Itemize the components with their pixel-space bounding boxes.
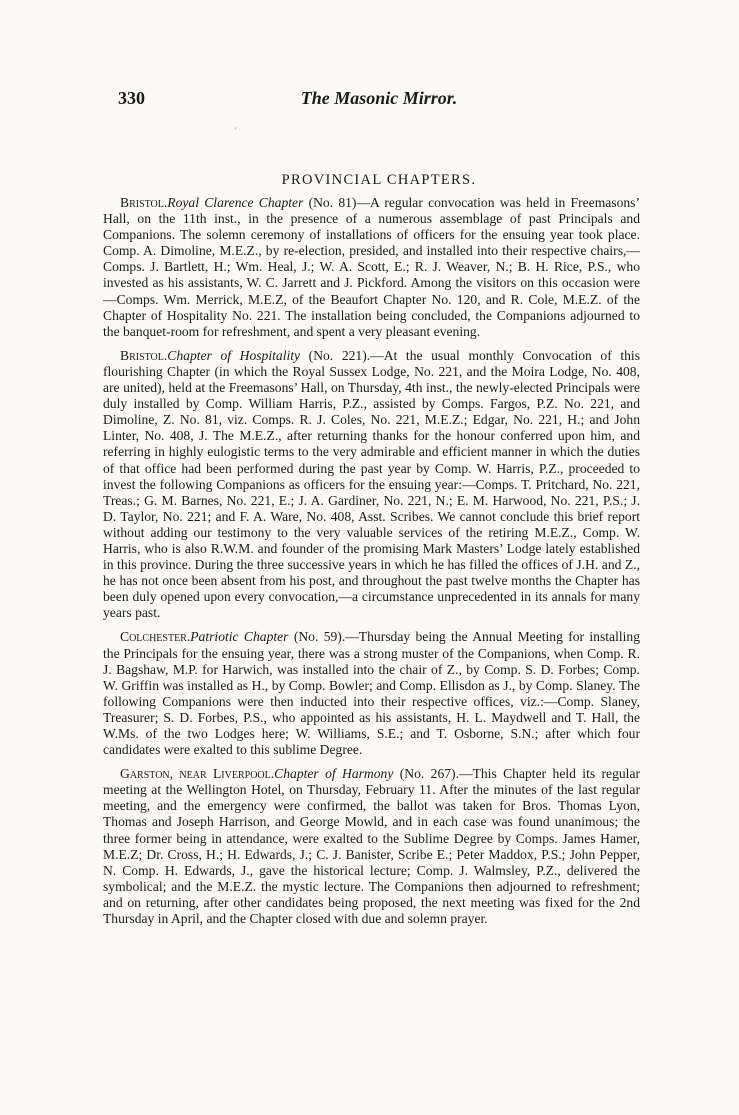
article-chapter-name: Chapter of Harmony — [274, 766, 394, 782]
article-place: Garston, near Liverpool. — [120, 766, 275, 782]
article-body: (No. 59).—Thursday being the Annual Meeting for installing the Principals for the ensuing year, there was a strong muster of the Companions, when Comp. R. J. Bagshaw, M.P. for Harwich, was installed into the chair of Z., by Comp. S. D. Forbes; Comp. W. Griffin was installed as H., by Comp. Bowler; and Comp. Ellisdon as J., by Comp. Slaney. The following Companions were then inducted into their respective offices, viz.:—Comp. Slaney, Treasurer; S. D. Forbes, P.S., who appointed as his assistants, H. L. Maydwell and T. Hall, the W.Ms. of the two Lodges here; W. Williams, S.E.; and T. Osborne, S.N.; after which four candidates were exalted to this sublime Degree. — [103, 629, 640, 758]
article-body: (No. 221).—At the usual monthly Convocation of this flourishing Chapter (in which the Royal Sussex Lodge, No. 221, and the Moira Lodge, No. 408, are united), held at the Freemasons’ Hall, on Thursday, 4th inst., the newly-elected Principals were duly installed by Comp. William Harris, P.Z., assisted by Comps. Fargos, P.Z. No. 221, and Dimoline, Z. No. 81, viz. Comps. R. J. Coles, No. 221, M.E.Z.; Edgar, No. 221, H.; and John Linter, No. 408, J. The M.E.Z., after returning thanks for the honour conferred upon him, and referring in highly eulogistic terms to the very admirable and efficient manner in which the duties of that office had been performed during the past year by Comp. W. Harris, P.Z., proceeded to invest the following Companions as officers for the ensuing year:—Comps. T. Pritchard, No. 221, Treas.; G. M. Barnes, No. 221, E.; J. A. Gardiner, No. 221, N.; E. M. Harwood, No. 221, P.S.; J. D. Taylor, No. 221; and F. A. Ware, No. 408, Asst. Scribes. We cannot conclude this brief report without adding our testimony to the very valuable services of the retiring M.E.Z., Comp. W. Harris, who is also R.W.M. and founder of the promising Mark Masters’ Lodge lately established in this province. During the three successive years in which he has filled the offices of J.H. and Z., he has not once been absent from his post, and throughout the past twelve months the Chapter has been duly opened upon every convocation,—a circumstance unprecedented in its annals for many years past. — [103, 347, 641, 621]
page-number: 330 — [118, 88, 145, 108]
article-place: Bristol. — [120, 195, 168, 210]
article-chapter-name: Royal Clarence Chapter — [167, 195, 304, 210]
article-body: (No. 267).—This Chapter held its regular meeting at the Wellington Hotel, on Thursday, February 11. After the minutes of the last regular meeting, and the emergency were confirmed, the ballot was taken for Bros. Thomas Lyon, Thomas and Joseph Harrison, and George Mowld, and in each case was found unanimous; the three former being in attendance, were exalted to the Sublime Degree by Comps. James Hamer, M.E.Z; Dr. Cross, H.; H. Edwards, J.; C. J. Banister, Scribe E.; Peter Maddox, P.S.; John Pepper, N. Comp. H. Edwards, J., gave the historical lecture; Comp. J. Walmsley, P.Z., delivered the symbolical; and the M.E.Z. the mystic lecture. The Companions then adjourned to refreshment; and on returning, after other candidates being proposed, the next meeting was fixed for the 2nd Thursday in April, and the Chapter closed with due and solemn prayer. — [103, 766, 640, 927]
article-chapter-name: Chapter of Hospitality — [167, 347, 301, 363]
stray-mark: ʿ — [234, 127, 238, 138]
article-column — [103, 195, 640, 935]
article-body: (No. 81)—A regular convocation was held in Freemasons’ Hall, on the 11th inst., in the presence of a numerous assemblage of past Principals and Companions. The solemn ceremony of installations of officers for the ensuing year took place. Comp. A. Dimoline, M.E.Z., by re-election, presided, and installed into their respective chairs,—Comps. J. Bartlett, H.; Wm. Heal, J.; W. A. Scott, E.; R. J. Weaver, N.; B. H. Rice, P.S., who invested as his assistants, W. C. Jarrett and J. Pickford. Among the visitors on this occasion were—Comps. Wm. Merrick, M.E.Z, of the Beaufort Chapter No. 120, and R. Cole, M.E.Z. of the Chapter of Hospitality No. 221. The installation being concluded, the Companions adjourned to the banquet-room for refreshment, and spent a very pleasant evening. — [103, 195, 640, 339]
article-paragraph — [103, 348, 640, 622]
article-place: Bristol. — [120, 347, 168, 363]
journal-title: The Masonic Mirror. — [300, 88, 458, 108]
article-paragraph — [103, 195, 640, 340]
article-chapter-name: Patriotic Chapter — [190, 629, 289, 645]
article-place: Colchester. — [120, 629, 191, 645]
article-paragraph — [103, 766, 640, 927]
running-head — [118, 88, 640, 112]
section-title: PROVINCIAL CHAPTERS. — [281, 172, 477, 188]
article-paragraph — [103, 629, 640, 758]
